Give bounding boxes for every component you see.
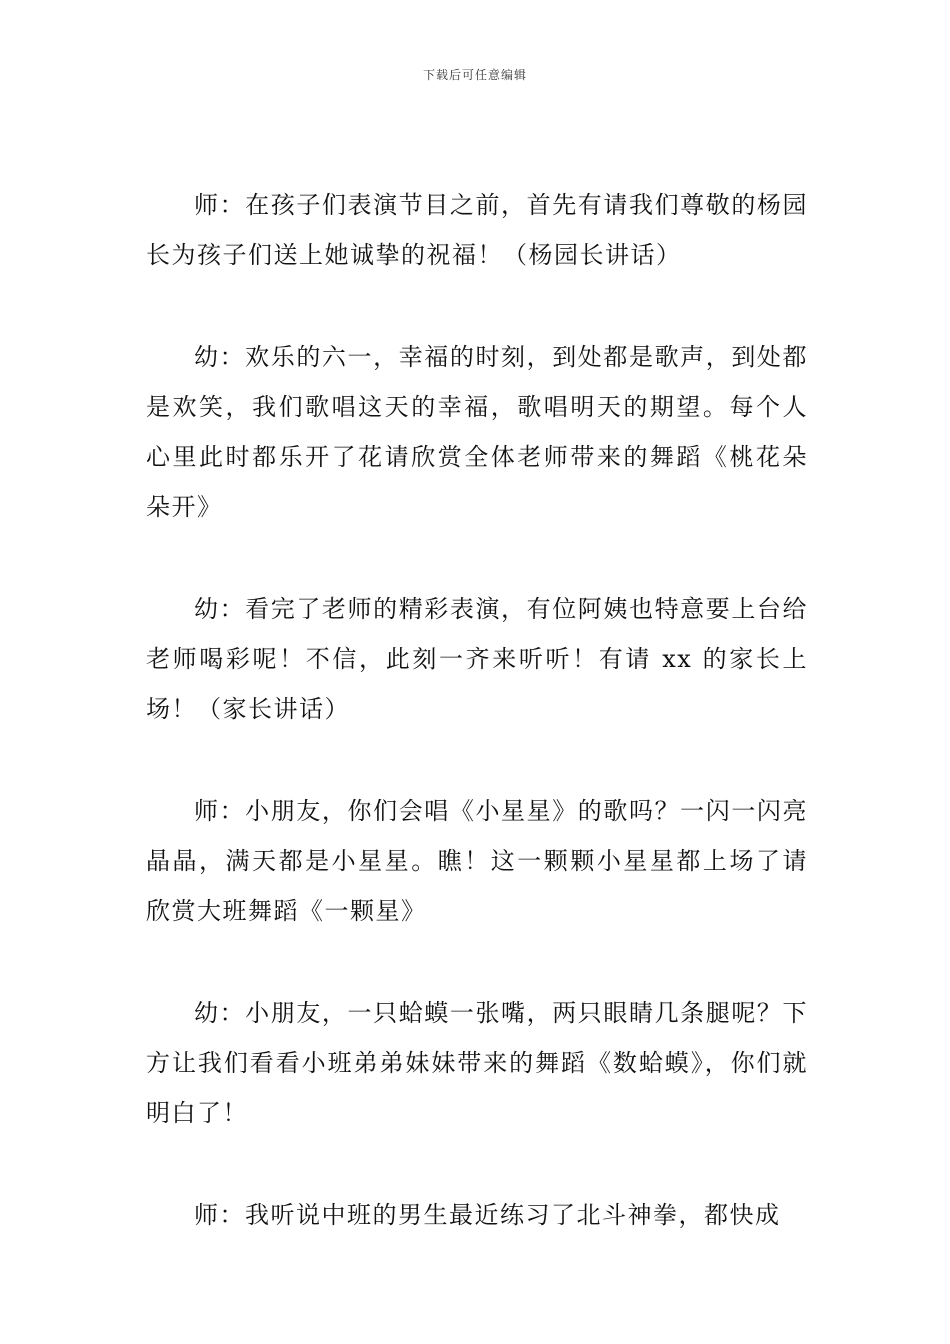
paragraph-6: 师：我听说中班的男生最近练习了北斗神拳，都快成 <box>194 1201 781 1229</box>
paragraph-4: 师：小朋友，你们会唱《小星星》的歌吗？一闪一闪亮晶晶，满天都是小星星。瞧！这一颗颗小星星都上场了请欣赏大班舞蹈《一颗星》 <box>146 797 808 925</box>
paragraph-2: 幼：欢乐的六一，幸福的时刻，到处都是歌声，到处都是欢笑，我们歌唱这天的幸福，歌唱明天的期望。每个人心里此时都乐开了花请欣赏全体老师带来的舞蹈《桃花朵朵开》 <box>146 343 808 521</box>
paragraph-1: 师：在孩子们表演节目之前，首先有请我们尊敬的杨园长为孩子们送上她诚挚的祝福！（杨园长讲话） <box>146 191 808 269</box>
paragraph-5: 幼：小朋友，一只蛤蟆一张嘴，两只眼睛几条腿呢？下方让我们看看小班弟弟妹妹带来的舞蹈《数蛤蟆》，你们就明白了！ <box>146 999 808 1127</box>
paragraph-3: 幼：看完了老师的精彩表演，有位阿姨也特意要上台给老师喝彩呢！不信，此刻一齐来听听！有请 xx 的家长上场！（家长讲话） <box>146 595 808 723</box>
document-body <box>146 180 808 1292</box>
page-header-note: 下载后可任意编辑 <box>422 68 527 82</box>
